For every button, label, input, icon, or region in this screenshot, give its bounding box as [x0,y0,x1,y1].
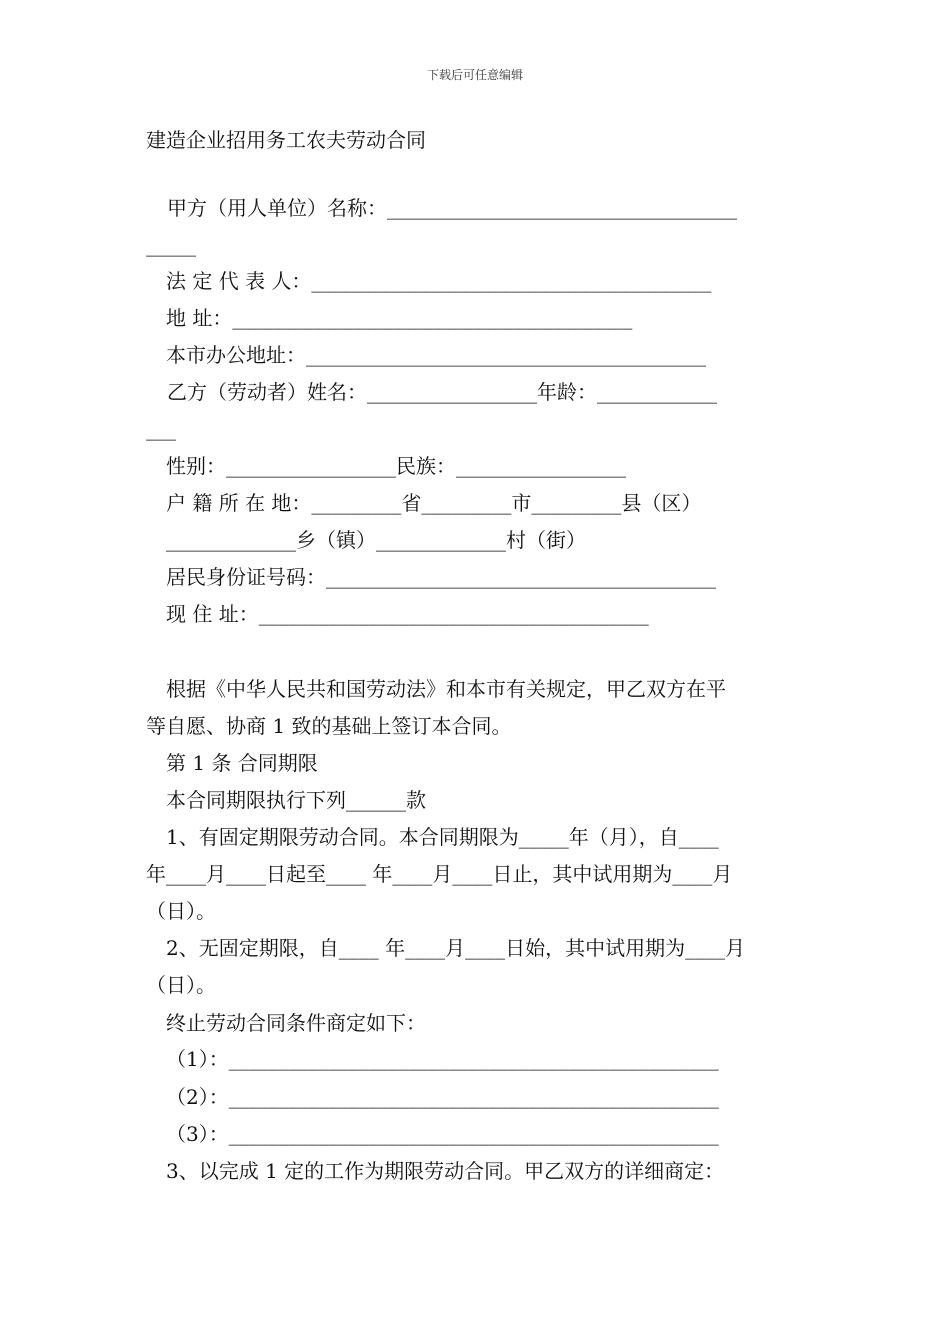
task-based-contract-line: 3、以完成 1 定的工作为期限劳动合同。甲乙双方的详细商定： [166,1159,725,1183]
open-term-line-1: 2、无固定期限，自____ 年____月____日始，其中试用期为____月 [166,936,746,960]
termination-condition-2: （2）：_________________________________________________ [166,1085,719,1109]
party-b-name-age-line: 乙方（劳动者）姓名：_________________年龄：____________ [167,380,717,404]
preamble-line-1: 根据《中华人民共和国劳动法》和本市有关规定，甲乙双方在平 [166,677,726,701]
header-note: 下载后可任意编辑 [426,68,523,82]
termination-conditions-heading: 终止劳动合同条件商定如下： [166,1011,426,1035]
article-1-heading: 第 1 条 合同期限 [166,751,318,775]
fixed-term-line-3: （日）。 [146,899,216,923]
party-a-name-line: 甲方（用人单位）名称：___________________________________ [167,196,737,220]
document-title: 建造企业招用务工农夫劳动合同 [146,128,426,152]
preamble-line-2: 等自愿、协商 1 致的基础上签订本合同。 [146,714,512,738]
household-registration-line: 户 籍 所 在 地：_________省_________市_________县（区） [166,491,702,515]
current-address-line: 现 住 址：_______________________________________ [166,602,649,626]
party-b-age-continuation: ___ [146,417,176,441]
termination-condition-1: （1）：_________________________________________________ [166,1047,719,1071]
fixed-term-line-2: 年____月____日起至____ 年____月____日止，其中试用期为____月 [146,862,733,886]
township-village-line: _____________乡（镇）_____________村（街） [166,528,586,552]
open-term-line-2: （日）。 [146,973,216,997]
id-number-line: 居民身份证号码：_______________________________________ [166,565,716,589]
party-a-name-continuation: _____ [146,233,196,257]
term-clause-line: 本合同期限执行下列______款 [166,788,426,812]
fixed-term-line-1: 1、有固定期限劳动合同。本合同期限为_____年（月），自____ [166,825,719,849]
termination-condition-3: （3）：_________________________________________________ [166,1122,719,1146]
address-line: 地 址：________________________________________ [166,306,633,330]
gender-ethnicity-line: 性别：_________________民族：_________________ [166,454,626,478]
legal-representative-line: 法 定 代 表 人：________________________________________ [166,269,712,293]
city-office-address-line: 本市办公地址：________________________________________ [166,343,706,367]
